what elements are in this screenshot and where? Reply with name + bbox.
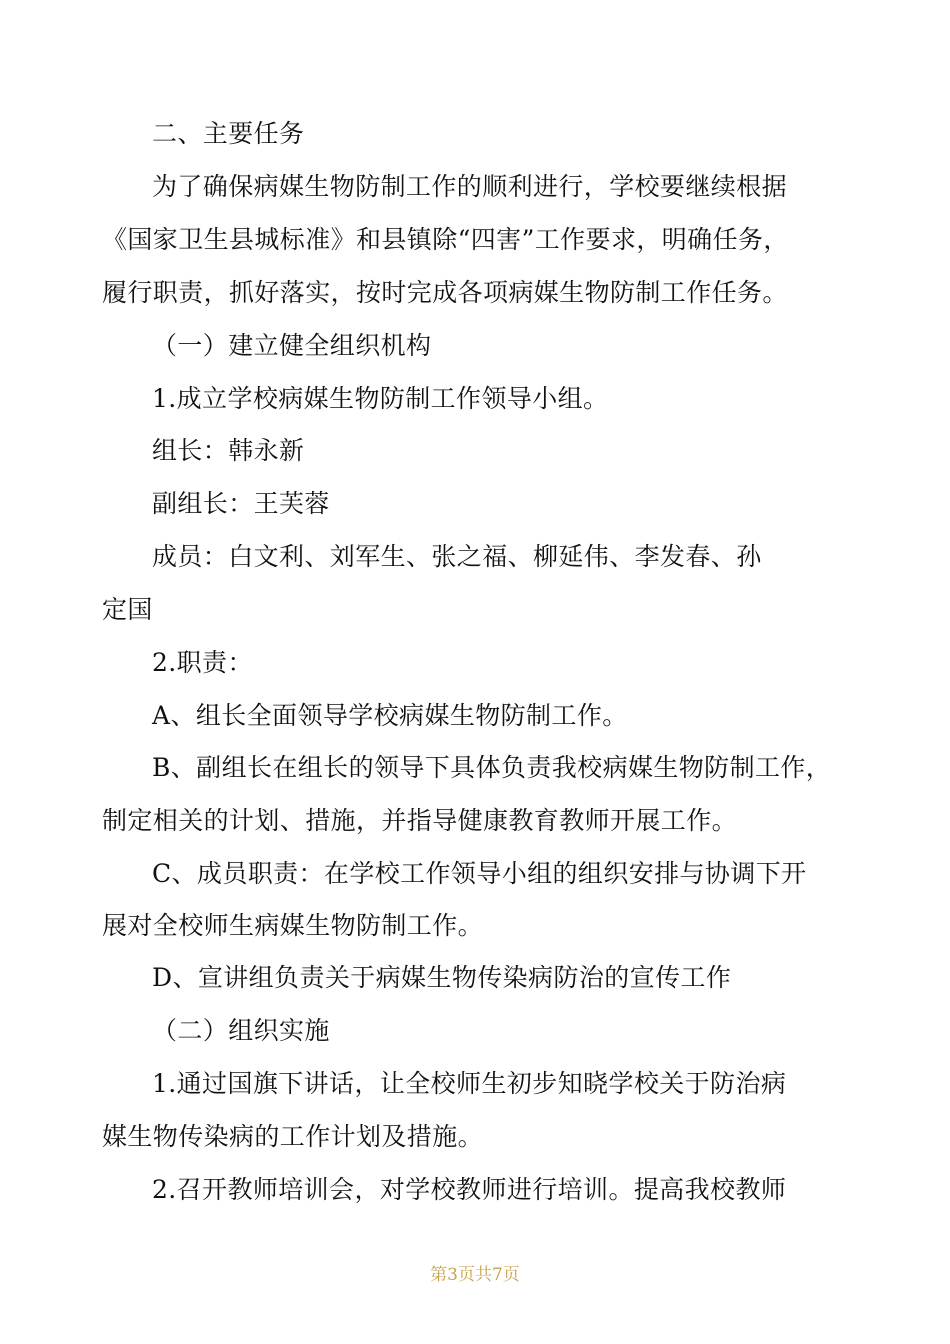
paragraph-line: 组长：韩永新 xyxy=(152,436,305,465)
section-heading: 二、主要任务 xyxy=(152,119,305,148)
paragraph-line: 《国家卫生县城标准》和县镇除“四害”工作要求，明确任务， xyxy=(102,225,789,254)
paragraph-line: 制定相关的计划、措施，并指导健康教育教师开展工作。 xyxy=(102,806,738,835)
paragraph-line: 2.职责： xyxy=(152,648,253,677)
paragraph-line: 成员：白文利、刘军生、张之福、柳延伟、李发春、孙 xyxy=(152,542,762,571)
paragraph-line: 1.通过国旗下讲话，让全校师生初步知晓学校关于防治病 xyxy=(152,1069,787,1098)
paragraph-line: 履行职责，抓好落实，按时完成各项病媒生物防制工作任务。 xyxy=(102,278,788,307)
subsection-heading: （一）建立健全组织机构 xyxy=(152,331,432,360)
paragraph-line: 定国 xyxy=(102,595,153,624)
paragraph-line: C、成员职责：在学校工作领导小组的组织安排与协调下开 xyxy=(152,859,807,888)
paragraph-line: 2.召开教师培训会，对学校教师进行培训。提高我校教师 xyxy=(152,1175,787,1204)
paragraph-line: 媒生物传染病的工作计划及措施。 xyxy=(102,1122,484,1151)
paragraph-line: A、组长全面领导学校病媒生物防制工作。 xyxy=(152,701,628,730)
paragraph-line: 1.成立学校病媒生物防制工作领导小组。 xyxy=(152,384,609,413)
paragraph-line: D、宣讲组负责关于病媒生物传染病防治的宣传工作 xyxy=(152,963,732,992)
subsection-heading: （二）组织实施 xyxy=(152,1016,330,1045)
paragraph-line: B、副组长在组长的领导下具体负责我校病媒生物防制工作， xyxy=(152,753,832,782)
paragraph-line: 展对全校师生病媒生物防制工作。 xyxy=(102,911,484,940)
paragraph-line: 为了确保病媒生物防制工作的顺利进行，学校要继续根据 xyxy=(152,172,788,201)
paragraph-line: 副组长：王芙蓉 xyxy=(152,489,330,518)
page-indicator: 第3页共7页 xyxy=(430,1265,520,1285)
